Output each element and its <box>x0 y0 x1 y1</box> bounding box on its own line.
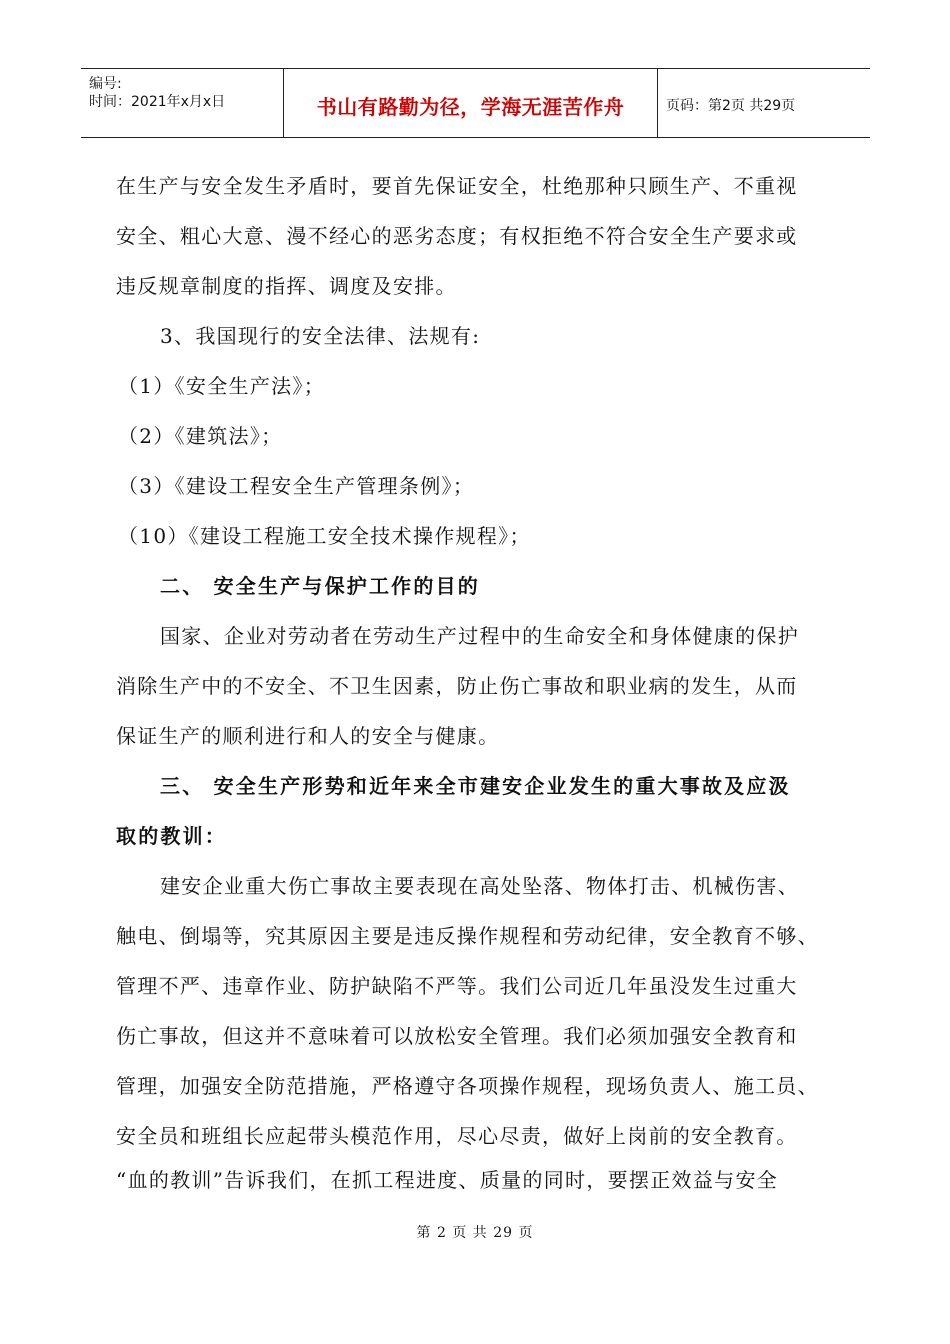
body-line: 伤亡事故，但这并不意味着可以放松安全管理。我们必须加强安全教育和 <box>116 1024 798 1048</box>
body-line: 3、我国现行的安全法律、法规有: <box>160 324 481 348</box>
body-line: 在生产与安全发生矛盾时，要首先保证安全，杜绝那种只顾生产、不重视 <box>116 174 798 198</box>
header-page-info: 页码：第2页 共29页 <box>666 98 796 114</box>
body-line: 违反规章制度的指挥、调度及安排。 <box>116 274 457 298</box>
header-table <box>81 68 870 138</box>
body-line: “血的教训”告诉我们，在抓工程进度、质量的同时，要摆正效益与安全 <box>116 1168 779 1192</box>
list-item: （3）《建设工程安全生产管理条例》； <box>118 474 475 498</box>
header-left-cell <box>81 69 284 137</box>
document-code-label: 编号: <box>89 76 122 92</box>
list-item: （2）《建筑法》； <box>118 424 283 448</box>
body-line: 安全员和班组长应起带头模范作用，尽心尽责，做好上岗前的安全教育。 <box>116 1124 798 1148</box>
body-line: 建安企业重大伤亡事故主要表现在高处坠落、物体打击、机械伤害、 <box>160 874 799 898</box>
document-time-label: 时间：2021年x月x日 <box>89 94 226 110</box>
header-center-cell <box>284 69 658 137</box>
list-item: （10）《建设工程施工安全技术操作规程》； <box>118 524 531 548</box>
body-line: 管理不严、违章作业、防护缺陷不严等。我们公司近几年虽没发生过重大 <box>116 974 798 998</box>
body-line: 安全、粗心大意、漫不经心的恶劣态度；有权拒绝不符合安全生产要求或 <box>116 224 798 248</box>
page-footer: 第 2 页 共 29 页 <box>416 1225 534 1241</box>
header-right-cell <box>658 69 870 137</box>
body-line: 触电、倒塌等，究其原因主要是违反操作规程和劳动纪律，安全教育不够、 <box>116 924 819 948</box>
section-heading-continued: 取的教训： <box>116 824 227 848</box>
section-heading: 二、 安全生产与保护工作的目的 <box>160 574 480 598</box>
body-line: 国家、企业对劳动者在劳动生产过程中的生命安全和身体健康的保护 <box>160 624 799 648</box>
section-heading: 三、 安全生产形势和近年来全市建安企业发生的重大事故及应汲 <box>160 774 791 798</box>
body-line: 消除生产中的不安全、不卫生因素，防止伤亡事故和职业病的发生，从而 <box>116 674 798 698</box>
list-item: （1）《安全生产法》； <box>118 374 326 398</box>
body-line: 管理，加强安全防范措施，严格遵守各项操作规程，现场负责人、施工员、 <box>116 1074 819 1098</box>
header-motto: 书山有路勤为径，学海无涯苦作舟 <box>316 95 625 119</box>
body-line: 保证生产的顺利进行和人的安全与健康。 <box>116 724 500 748</box>
